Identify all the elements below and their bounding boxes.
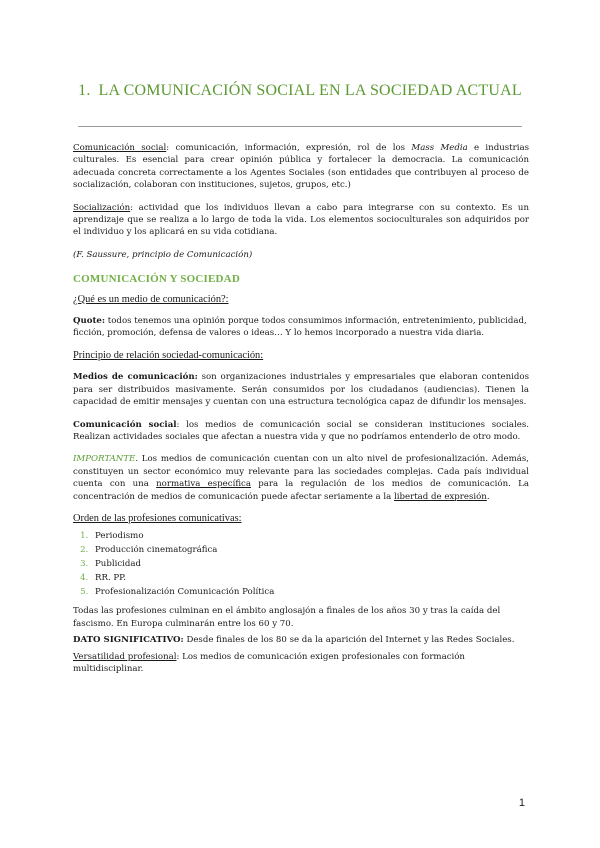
versatilidad-text: : Los medios de comunicación exigen profesionales con formación multidisciplinar. [73, 651, 465, 674]
comunicacion-social-paragraph [73, 419, 529, 444]
intro-paragraph-2 [73, 202, 529, 239]
list-item: 2. Producción cinematográfica [91, 543, 529, 557]
socializacion-text: : actividad que los individuos llevan a cabo para integrarse con su contexto. Es un aprendizaje que se realiza a lo largo de toda la vida. Los elementos socioculturales son adquiridos por el individuo y los aplicará en su vida cotidiana. [73, 202, 529, 238]
important-text-a: . Los medios de comunicación cuentan con un alto nivel de profesionalización. Además, constituyen un sector económico muy relevante para las sociedades complejas. Cada país individual cuenta con una [73, 454, 529, 490]
versatilidad-paragraph [73, 651, 529, 676]
dato-paragraph [73, 634, 529, 646]
normativa-link: normativa específica [156, 479, 251, 490]
professions-list [73, 529, 529, 599]
quote-paragraph [73, 315, 529, 340]
medios-text: son organizaciones industriales y empresariales que elaboran contenidos para ser distribuidos masivamente. Serán consumidos por los ciudadanos (audiencias). Tienen la capacidad de emitir mensajes y cuentan con una estructura tecnológica capaz de difundir los mensajes. [73, 372, 529, 408]
citation: (F. Saussure, principio de Comunicación) [73, 249, 253, 260]
term-socializacion: Socialización [73, 202, 131, 213]
quote-label: Quote: [73, 316, 106, 327]
question-heading: ¿Qué es un medio de comunicación?: [73, 293, 229, 305]
page-title [0, 82, 600, 100]
list-item: 5. Profesionalización Comunicación Política [91, 585, 529, 599]
dato-label: DATO SIGNIFICATIVO: [73, 635, 184, 646]
important-label: IMPORTANTE [73, 454, 136, 465]
page-number: 1 [518, 797, 525, 809]
title-number: 1. [78, 82, 91, 99]
title-text: LA COMUNICACIÓN SOCIAL EN LA SOCIEDAD ACTUAL [98, 82, 522, 99]
document-body [73, 142, 529, 675]
term-comunicacion-social: Comunicación social [73, 143, 167, 153]
section-heading: COMUNICACIÓN Y SOCIEDAD [73, 273, 240, 286]
libertad-link: libertad de expresión [394, 491, 487, 502]
intro-paragraph-1 [73, 142, 529, 192]
principle-heading: Principio de relación sociedad-comunicación: [73, 349, 264, 361]
important-paragraph [73, 453, 529, 503]
medios-label: Medios de comunicación: [73, 372, 198, 383]
title-divider [78, 126, 522, 127]
important-text-c: . [486, 491, 490, 502]
dato-text: Desde finales de los 80 se da la aparición del Internet y las Redes Sociales. [183, 635, 515, 646]
mass-media-term: Mass Media [411, 143, 468, 153]
comsoc-text: : los medios de comunicación social se consideran instituciones sociales. Realizan actividades sociales que afectan a nuestra vida y que no podríamos entenderlo de otro modo. [73, 419, 529, 442]
intro-text-b: e industrias culturales. Es esencial para crear opinión pública y fortalecer la democracia. La comunicación adecuada concreta correctamente a los Agentes Sociales (son entidades que contribuyen al proceso de socialización, colaboran con instituciones, sujetos, grupos, etc.) [73, 143, 529, 191]
important-text-b: para la regulación de los medios de comunicación. La concentración de medios de comunicación puede afectar seriamente a la [73, 479, 529, 502]
list-item: 4. RR. PP. [91, 571, 529, 585]
medios-paragraph [73, 371, 529, 408]
intro-text-a: : comunicación, información, expresión, rol de los [166, 143, 412, 153]
list-item: 1. Periodismo [91, 529, 529, 543]
quote-text: todos tenemos una opinión porque todos consumimos información, entretenimiento, publicidad, ficción, promoción, defensa de valores o ideas… Y lo hemos incorporado a nuestra vida diaria. [73, 316, 527, 339]
closing-paragraph: Todas las profesiones culminan en el ámbito anglosajón a finales de los años 30 y tras la caída del fascismo. En Europa culminarán entre los 60 y 70. [73, 606, 501, 629]
versatilidad-label: Versatilidad profesional [73, 651, 177, 662]
comsoc-label: Comunicación social [73, 419, 177, 430]
list-item: 3. Publicidad [91, 557, 529, 571]
order-heading: Orden de las profesiones comunicativas: [73, 512, 242, 524]
